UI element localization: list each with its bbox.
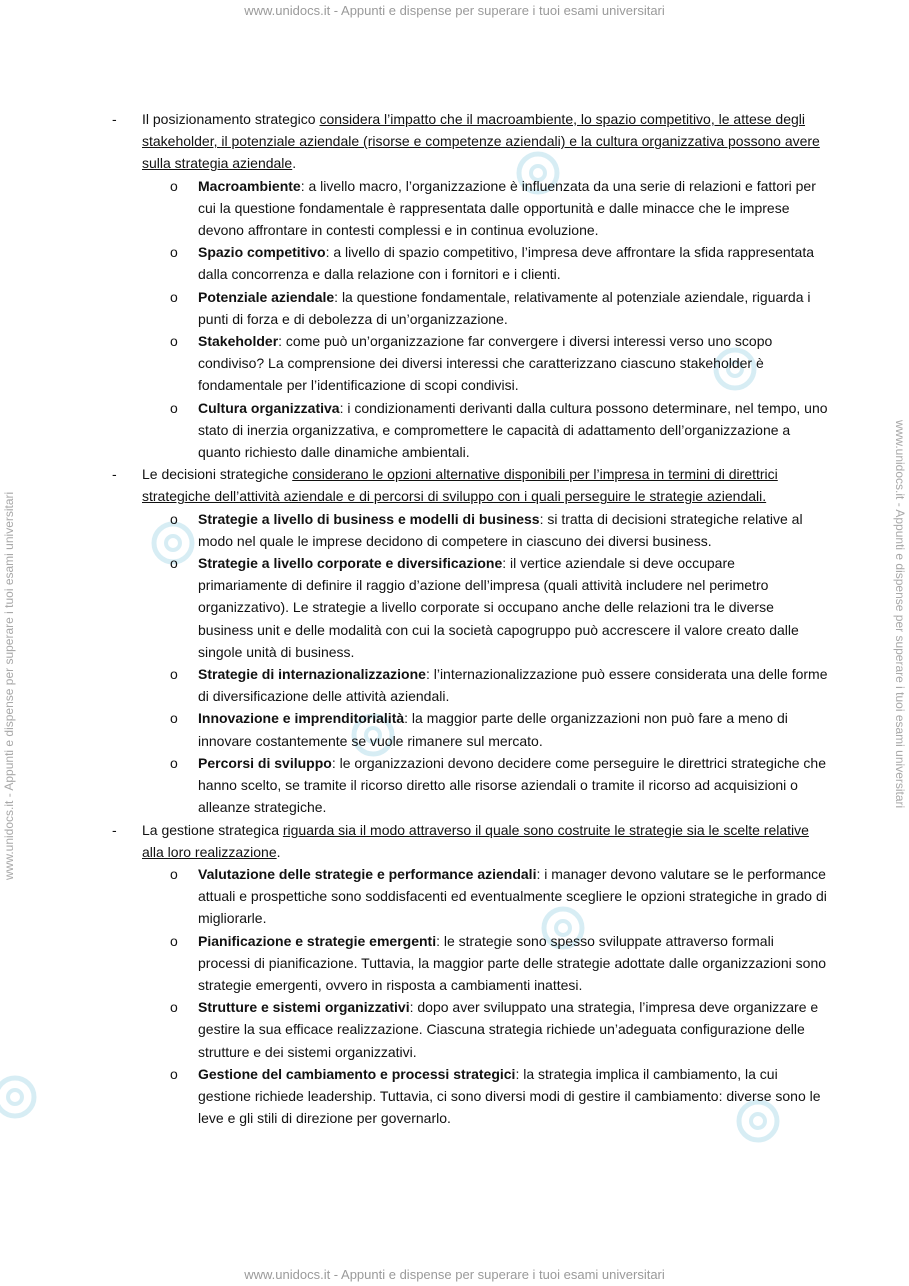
- circle-bullet: o: [170, 932, 178, 949]
- circle-bullet: o: [170, 555, 178, 572]
- section-gestione-strategica: [112, 819, 828, 863]
- item-text: : a livello macro, l’organizzazione è influenzata da una serie di relazioni e fattori per cui la questione fondamentale è rappresentata dalle opportunità e dalle minacce che le imprese devono affrontare in contesti complessi e in continua evoluzione.: [198, 177, 816, 239]
- item-text: : la strategia implica il cambiamento, la cui gestione richiede leadership. Tuttavia, ci sono diversi modi di gestire il cambiamento: diverse sono le leve e gli stili di direzione per governarlo.: [198, 1065, 821, 1127]
- circle-bullet: o: [170, 1065, 178, 1082]
- section-end: .: [276, 843, 281, 860]
- section-intro: [142, 463, 828, 507]
- list-item: [112, 707, 828, 751]
- list-item: [112, 752, 828, 819]
- dash-bullet: -: [112, 466, 117, 483]
- circle-bullet: o: [170, 244, 178, 261]
- section-definition: considera l’impatto che il macroambiente, lo spazio competitivo, le attese degli stakeholder, il potenziale aziendale (risorse e competenze aziendali) e la cultura organizzativa possono avere sulla strategia aziendale: [142, 111, 820, 172]
- item-term: Macroambiente: [198, 177, 301, 194]
- item-term: Pianificazione e strategie emergenti: [198, 932, 437, 949]
- item-term: Percorsi di sviluppo: [198, 754, 332, 771]
- circle-bullet: o: [170, 510, 178, 527]
- item-text: : a livello di spazio competitivo, l’impresa deve affrontare la sfida rappresentata dalla concorrenza e dalla relazione con i fornitori e i clienti.: [198, 244, 815, 283]
- list-item: [112, 863, 828, 930]
- item-term: Spazio competitivo: [198, 244, 326, 261]
- watermark-footer: www.unidocs.it - Appunti e dispense per superare i tuoi esami universitari: [244, 1267, 665, 1282]
- circle-bullet: o: [170, 177, 178, 194]
- item-term: Cultura organizzativa: [198, 399, 340, 416]
- watermark-side-left: www.unidocs.it - Appunti e dispense per superare i tuoi esami universitari: [2, 491, 16, 880]
- section-keyword: Il posizionamento strategico: [142, 111, 316, 127]
- circle-bullet: o: [170, 399, 178, 416]
- list-item: [112, 1063, 828, 1130]
- watermark-header: www.unidocs.it - Appunti e dispense per superare i tuoi esami universitari: [244, 3, 665, 18]
- list-item: [112, 663, 828, 707]
- item-text: : come può un’organizzazione far convergere i diversi interessi verso uno scopo condiviso? La comprensione dei diversi interessi che caratterizzano ciascuno stakeholder è fondamentale per l’identificazione di scopi condivisi.: [198, 333, 773, 394]
- list-item: [112, 930, 828, 997]
- item-text: : i manager devono valutare se le performance attuali e prospettiche sono soddisfacenti ed eventualmente scegliere le opzioni strategiche in grado di migliorarle.: [198, 865, 827, 927]
- list-item: [112, 330, 828, 397]
- list-item: [112, 508, 828, 552]
- dash-bullet: -: [112, 821, 117, 838]
- item-term: Gestione del cambiamento e processi strategici: [198, 1065, 516, 1082]
- list-item: [112, 241, 828, 285]
- section-keyword: Le decisioni strategiche: [142, 466, 289, 483]
- item-text: : il vertice aziendale si deve occupare primariamente di definire il raggio d’azione dell’impresa (quali attività includere nel perimetro organizzativo). Le strategie a livello corporate si occupano anche delle relazioni tra le diverse business unit e delle modalità con cui la società capogruppo può accrescere il valore creato dalle singole unità di business.: [198, 555, 799, 660]
- circle-bullet: o: [170, 333, 178, 350]
- item-text: : la questione fondamentale, relativamente al potenziale aziendale, riguarda i punti di forza e di debolezza di un’organizzazione.: [198, 288, 811, 327]
- item-text: : i condizionamenti derivanti dalla cultura possono determinare, nel tempo, uno stato di inerzia organizzativa, e compromettere le capacità di adattamento dell’organizzazione a quanto richiesto dalle dinamiche ambientali.: [198, 399, 828, 461]
- list-item: [112, 996, 828, 1063]
- section-intro: [142, 108, 828, 175]
- circle-bullet: o: [170, 999, 178, 1016]
- watermark-side-right: www.unidocs.it - Appunti e dispense per superare i tuoi esami universitari: [893, 420, 907, 809]
- item-term: Strategie a livello corporate e diversificazione: [198, 555, 503, 572]
- item-text: : la maggior parte delle organizzazioni non può fare a meno di innovare costantemente se vuole rimanere sul mercato.: [198, 710, 788, 749]
- circle-bullet: o: [170, 288, 178, 305]
- circle-bullet: o: [170, 666, 178, 683]
- circle-bullet: o: [170, 865, 178, 882]
- list-item: [112, 552, 828, 663]
- section-definition: considerano le opzioni alternative disponibili per l’impresa in termini di direttrici strategiche dell’attività aziendale e di percorsi di sviluppo con i quali perseguire le strategie aziendali.: [142, 466, 778, 505]
- section-end: .: [292, 155, 297, 172]
- item-text: : le organizzazioni devono decidere come perseguire le direttrici strategiche che hanno scelto, se tramite il ricorso diretto alle risorse aziendali o tramite il ricorso ad acquisizioni o alleanze strategiche.: [198, 754, 826, 816]
- section-definition: riguarda sia il modo attraverso il quale sono costruite le strategie sia le scelte relative alla loro realizzazione: [142, 821, 809, 860]
- circle-bullet: o: [170, 754, 178, 771]
- item-term: Valutazione delle strategie e performance aziendali: [198, 865, 537, 882]
- list-item: [112, 286, 828, 330]
- list-item: [112, 175, 828, 242]
- watermark-logo-icon: [0, 1074, 38, 1120]
- circle-bullet: o: [170, 710, 178, 727]
- item-term: Stakeholder: [198, 333, 279, 350]
- document-body: [112, 108, 828, 1129]
- item-term: Innovazione e imprenditorialità: [198, 710, 405, 727]
- section-keyword: La gestione strategica: [142, 821, 279, 838]
- section-intro: [142, 819, 828, 863]
- item-text: : le strategie sono spesso sviluppate attraverso formali processi di pianificazione. Tuttavia, la maggior parte delle strategie adottate dalle organizzazioni sono strategie emergenti, ovvero in risposta a cambiamenti inattesi.: [198, 932, 827, 993]
- item-term: Potenziale aziendale: [198, 288, 335, 305]
- list-item: [112, 397, 828, 464]
- item-term: Strategie di internazionalizzazione: [198, 666, 426, 683]
- section-posizionamento-strategico: [112, 108, 828, 175]
- item-term: Strategie a livello di business e modelli di business: [198, 510, 540, 527]
- item-text: : dopo aver sviluppato una strategia, l’impresa deve organizzare e gestire la sua efficace realizzazione. Ciascuna strategia richiede un’adeguata configurazione delle strutture e dei sistemi organizzativi.: [198, 999, 819, 1060]
- section-decisioni-strategiche: [112, 463, 828, 507]
- dash-bullet: -: [112, 111, 117, 127]
- item-term: Strutture e sistemi organizzativi: [198, 999, 410, 1016]
- item-text: : si tratta di decisioni strategiche relative al modo nel quale le imprese decidono di competere in ciascuno dei diversi business.: [198, 510, 803, 549]
- item-text: : l’internazionalizzazione può essere considerata una delle forme di diversificazione delle attività aziendali.: [198, 666, 828, 705]
